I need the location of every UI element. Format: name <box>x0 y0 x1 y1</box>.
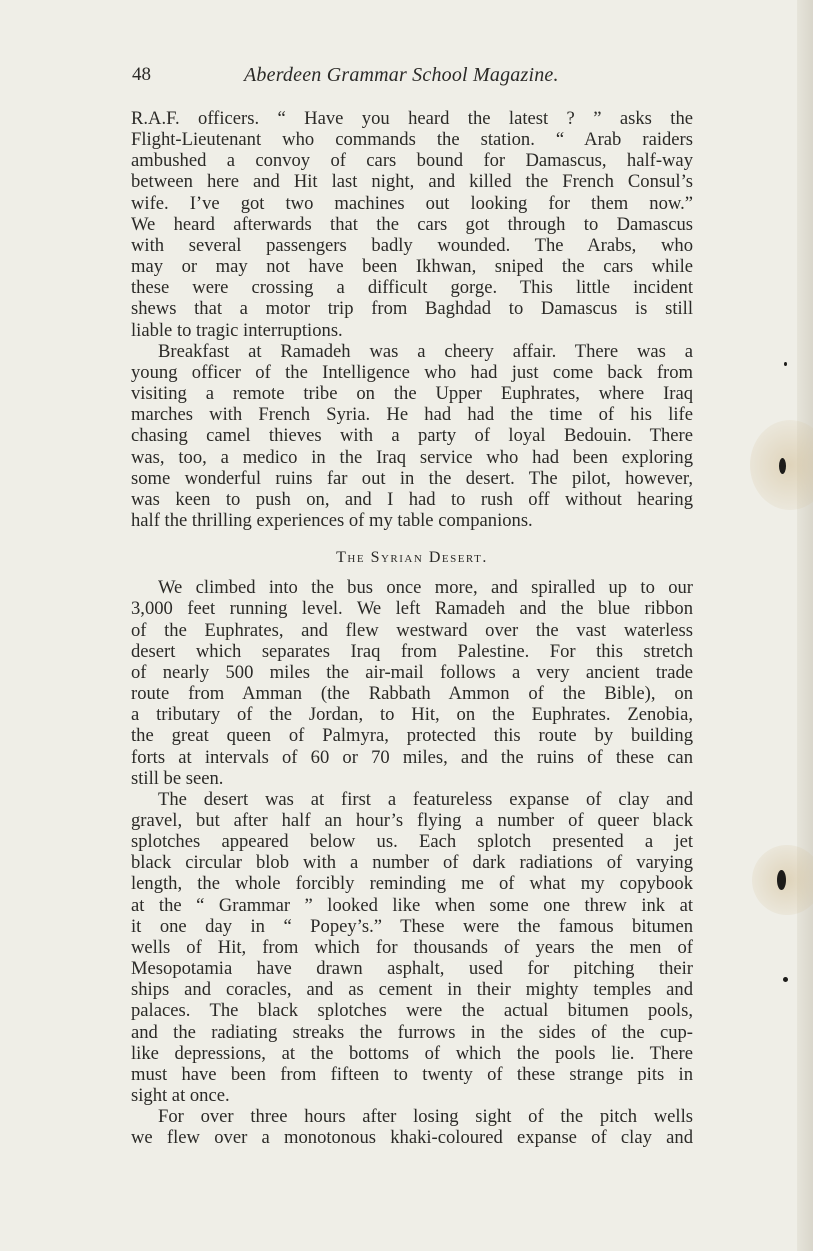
text-line: was keen to push on, and I had to rush off without hearing <box>131 488 693 510</box>
ink-spot <box>777 870 786 890</box>
ink-spot <box>783 977 788 982</box>
text-line: marches with French Syria. He had had the time of his life <box>131 404 693 426</box>
ink-spot <box>779 458 786 474</box>
text-line: like depressions, at the bottoms of which the pools lie. There <box>131 1042 693 1064</box>
text-line: We climbed into the bus once more, and spiralled up to our <box>158 577 693 599</box>
text-line: between here and Hit last night, and killed the French Consul’s <box>131 171 693 193</box>
paragraph <box>131 1106 693 1148</box>
text-line: forts at intervals of 60 or 70 miles, and the ruins of these can <box>131 746 693 768</box>
text-line: with several passengers badly wounded. The Arabs, who <box>131 234 693 256</box>
text-line: desert which separates Iraq from Palestine. For this stretch <box>131 640 693 662</box>
text-line: gravel, but after half an hour’s flying a number of queer black <box>131 810 693 831</box>
text-line: the great queen of Palmyra, protected this route by building <box>131 725 693 747</box>
text-line: liable to tragic interruptions. <box>131 319 343 341</box>
text-line: must have been from fifteen to twenty of these strange pits in <box>131 1063 693 1085</box>
text-line: palaces. The black splotches were the actual bitumen pools, <box>131 1000 693 1022</box>
page-number: 48 <box>132 64 151 85</box>
text-line: sight at once. <box>131 1085 230 1107</box>
text-line: we flew over a monotonous khaki-coloured expanse of clay and <box>131 1127 693 1149</box>
text-line: Flight-Lieutenant who commands the station. “ Arab raiders <box>131 129 693 151</box>
paragraph <box>131 108 693 341</box>
text-line: was, too, a medico in the Iraq service who had been exploring <box>131 446 693 468</box>
page-edge <box>797 0 813 1251</box>
section-heading: The Syrian Desert. <box>336 549 488 567</box>
text-line: Breakfast at Ramadeh was a cheery affair. There was a <box>158 340 693 362</box>
text-line: these were crossing a difficult gorge. This little incident <box>131 277 693 299</box>
text-line: length, the whole forcibly reminding me of what my copybook <box>131 873 693 895</box>
page-header <box>132 64 692 94</box>
text-line: route from Amman (the Rabbath Ammon of the Bible), on <box>131 683 693 705</box>
text-line: chasing camel thieves with a party of loyal Bedouin. There <box>131 425 693 447</box>
paragraph <box>131 789 693 1106</box>
text-line: it one day in “ Popey’s.” These were the famous bitumen <box>131 915 693 937</box>
text-line: of the Euphrates, and flew westward over the vast waterless <box>131 619 693 641</box>
text-line: visiting a remote tribe on the Upper Euphrates, where Iraq <box>131 383 693 405</box>
article-body <box>131 108 693 1149</box>
text-line: We heard afterwards that the cars got through to Damascus <box>131 213 693 235</box>
text-line: R.A.F. officers. “ Have you heard the latest ? ” asks the <box>131 108 693 129</box>
text-line: of nearly 500 miles the air-mail follows a very ancient trade <box>131 661 693 683</box>
text-line: may or may not have been Ikhwan, sniped the cars while <box>131 256 693 278</box>
text-line: half the thrilling experiences of my table companions. <box>131 509 533 531</box>
text-line: a tributary of the Jordan, to Hit, on the Euphrates. Zenobia, <box>131 704 693 726</box>
text-line: Mesopotamia have drawn asphalt, used for pitching their <box>131 958 693 980</box>
text-line: The desert was at first a featureless expanse of clay and <box>158 788 693 810</box>
text-line: ships and coracles, and as cement in their mighty temples and <box>131 979 693 1001</box>
text-line: ambushed a convoy of cars bound for Damascus, half-way <box>131 150 693 172</box>
text-line: wells of Hit, from which for thousands of years the men of <box>131 936 693 958</box>
text-line: 3,000 feet running level. We left Ramadeh and the blue ribbon <box>131 598 693 620</box>
text-line: shews that a motor trip from Baghdad to Damascus is still <box>131 298 693 320</box>
text-line: some wonderful ruins far out in the desert. The pilot, however, <box>131 467 693 489</box>
text-line: still be seen. <box>131 767 224 789</box>
text-line: young officer of the Intelligence who had just come back from <box>131 361 693 383</box>
paragraph <box>131 577 693 789</box>
text-line: splotches appeared below us. Each splotch presented a jet <box>131 831 693 853</box>
text-line: at the “ Grammar ” looked like when some one threw ink at <box>131 894 693 916</box>
text-line: For over three hours after losing sight of the pitch wells <box>158 1106 693 1128</box>
running-title: Aberdeen Grammar School Magazine. <box>244 64 559 86</box>
text-line: black circular blob with a number of dark radiations of varying <box>131 852 693 874</box>
paragraph <box>131 341 693 531</box>
ink-spot <box>784 362 787 366</box>
text-line: wife. I’ve got two machines out looking for them now.” <box>131 192 693 214</box>
text-line: and the radiating streaks the furrows in the sides of the cup- <box>131 1021 693 1043</box>
